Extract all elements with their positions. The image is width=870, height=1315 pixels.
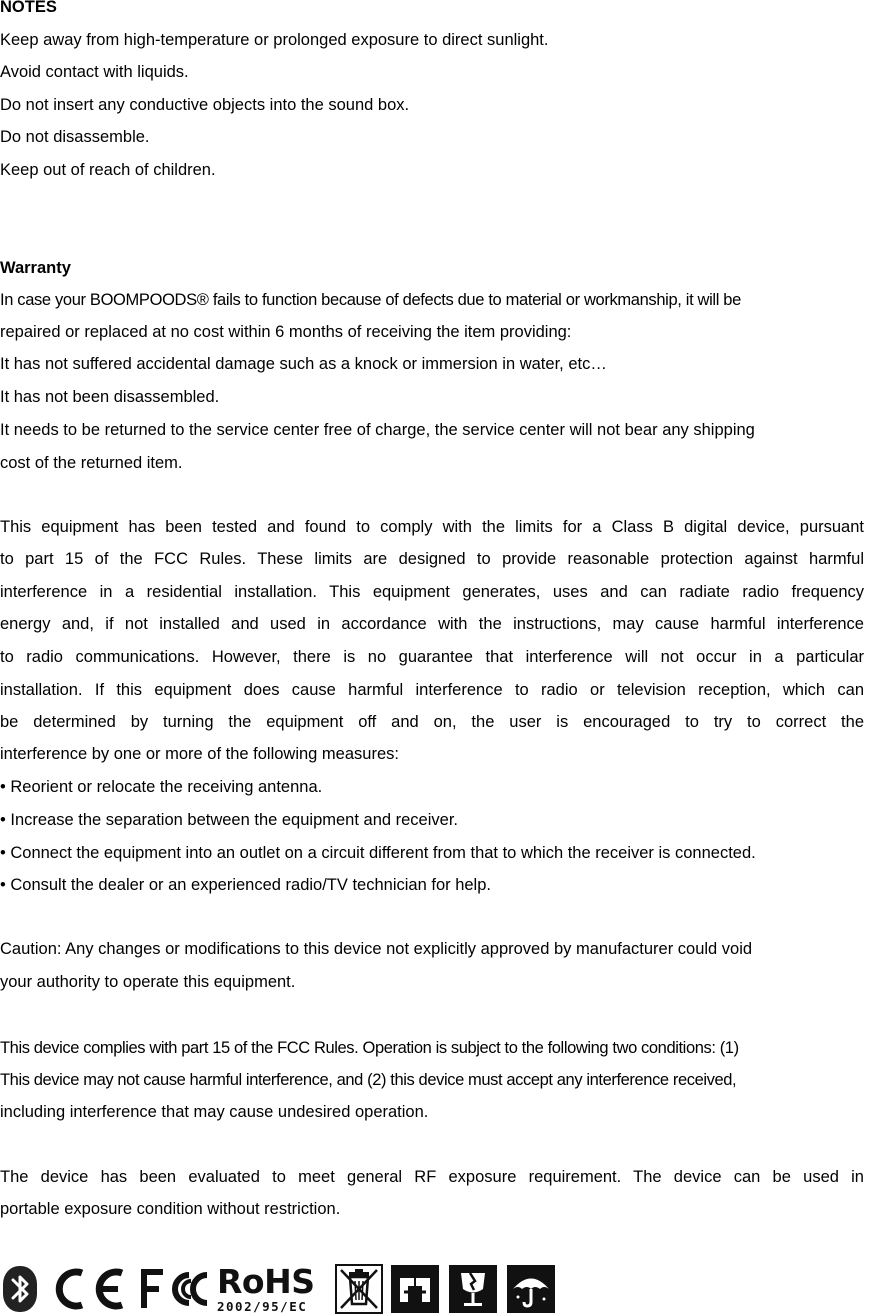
- warranty-line: It has not been disassembled.: [0, 388, 220, 406]
- compliance-line: including interference that may cause undesired operation.: [0, 1103, 429, 1121]
- warranty-line: It has not suffered accidental damage such as a knock or immersion in water, etc…: [0, 355, 607, 373]
- notes-item: Do not disassemble.: [0, 128, 150, 146]
- fcc-line: installation. If this equipment does cause harmful interference to radio or television reception, which can: [0, 681, 864, 699]
- warranty-line: In case your BOOMPOODS® fails to function because of defects due to material or workmanship, it will be: [0, 291, 741, 309]
- fcc-line: interference by one or more of the following measures:: [0, 745, 399, 763]
- fcc-measure: • Connect the equipment into an outlet on a circuit different from that to which the receiver is connected.: [0, 844, 756, 862]
- rf-line: The device has been evaluated to meet general RF exposure requirement. The device can be used in: [0, 1168, 864, 1186]
- warranty-heading: Warranty: [0, 259, 71, 277]
- warranty-line: cost of the returned item.: [0, 454, 183, 472]
- fcc-measure: • Increase the separation between the equipment and receiver.: [0, 811, 458, 829]
- caution-line: Caution: Any changes or modifications to this device not explicitly approved by manufacturer could void: [0, 940, 753, 958]
- rohs-text: RoHS: [217, 1262, 315, 1301]
- weee-bin-icon: [335, 1264, 383, 1314]
- warranty-line: repaired or replaced at no cost within 6 months of receiving the item providing:: [0, 323, 572, 341]
- bluetooth-icon: [2, 1264, 38, 1314]
- notes-heading: NOTES: [0, 0, 57, 16]
- fcc-line: This equipment has been tested and found to comply with the limits for a Class B digital device, pursuant: [0, 518, 864, 536]
- certification-logos: [2, 1264, 562, 1314]
- rf-line: portable exposure condition without restriction.: [0, 1200, 341, 1218]
- fcc-measure: • Consult the dealer or an experienced radio/TV technician for help.: [0, 876, 491, 894]
- fcc-line: interference in a residential installation. This equipment generates, uses and can radiate radio frequency: [0, 583, 864, 601]
- compliance-line: This device may not cause harmful interference, and (2) this device must accept any interference received,: [0, 1071, 737, 1089]
- fcc-measure: • Reorient or relocate the receiving antenna.: [0, 778, 323, 796]
- notes-item: Keep out of reach of children.: [0, 161, 216, 179]
- rohs-logo-icon: [217, 1264, 329, 1314]
- fcc-line: be determined by turning the equipment off and on, the user is encouraged to try to correct the: [0, 713, 864, 731]
- fcc-line: energy and, if not installed and used in accordance with the instructions, may cause harmful interference: [0, 615, 864, 633]
- fragile-icon: [448, 1264, 498, 1314]
- warranty-line: It needs to be returned to the service center free of charge, the service center will not bear any shipping: [0, 421, 755, 439]
- fcc-line: to part 15 of the FCC Rules. These limits are designed to provide reasonable protection against harmful: [0, 550, 864, 568]
- keep-dry-icon: [506, 1264, 556, 1314]
- compliance-line: This device complies with part 15 of the FCC Rules. Operation is subject to the following two conditions: (1): [0, 1039, 739, 1057]
- recycle-icon: [390, 1264, 440, 1314]
- caution-line: your authority to operate this equipment.: [0, 973, 296, 991]
- fcc-logo-icon: [137, 1264, 212, 1314]
- notes-item: Keep away from high-temperature or prolonged exposure to direct sunlight.: [0, 31, 549, 49]
- notes-item: Do not insert any conductive objects into the sound box.: [0, 96, 410, 114]
- fcc-line: to radio communications. However, there is no guarantee that interference will not occur in a particular: [0, 648, 864, 666]
- rohs-directive: 2002/95/EC: [217, 1299, 308, 1314]
- ce-mark-icon: [50, 1264, 130, 1314]
- notes-item: Avoid contact with liquids.: [0, 63, 189, 81]
